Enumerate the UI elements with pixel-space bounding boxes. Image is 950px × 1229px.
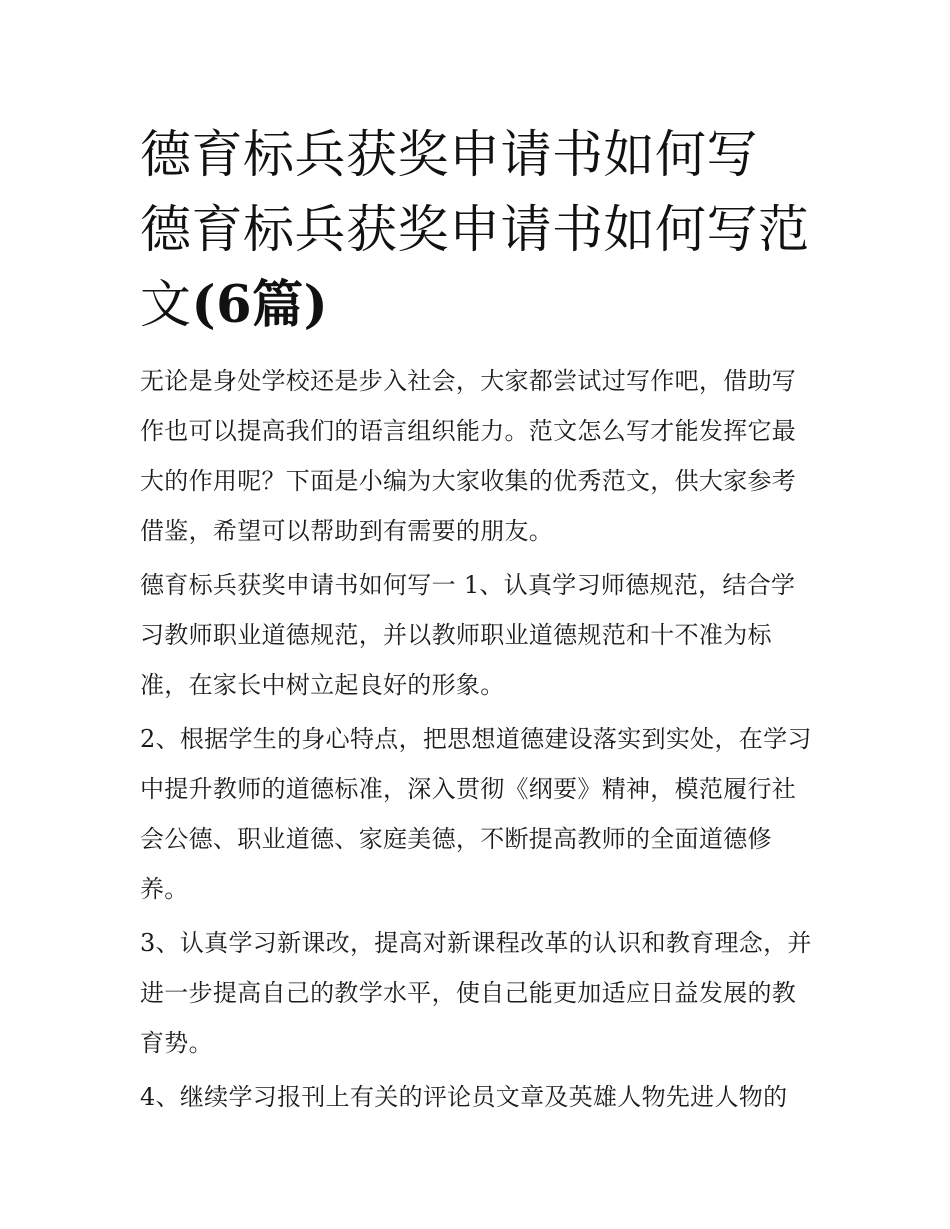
- intro-paragraph: 无论是身处学校还是步入社会，大家都尝试过写作吧，借助写作也可以提高我们的语言组织能力。范文怎么写才能发挥它最大的作用呢？下面是小编为大家收集的优秀范文，供大家参考借鉴，希望可以帮助到有需要的朋友。: [140, 367, 797, 545]
- body-paragraph: 4、继续学习报刊上有关的评论员文章及英雄人物先进人物的: [140, 1083, 788, 1111]
- document-body: [140, 356, 812, 1126]
- body-paragraph: 3、认真学习新课改，提高对新课程改革的认识和教育理念，并进一步提高自己的教学水平，使自己能更加适应日益发展的教育势。: [140, 929, 812, 1057]
- body-paragraph: 2、根据学生的身心特点，把思想道德建设落实到实处，在学习中提升教师的道德标准，深入贯彻《纲要》精神，模范履行社会公德、职业道德、家庭美德，不断提高教师的全面道德修养。: [140, 725, 812, 903]
- document-title: [140, 118, 810, 343]
- title-main: 德育标兵获奖申请书如何写 德育标兵获奖申请书如何写范文: [140, 126, 810, 335]
- title-count: (6篇): [191, 275, 329, 335]
- body-paragraph: 德育标兵获奖申请书如何写一 1、认真学习师德规范，结合学习教师职业道德规范，并以教师职业道德规范和十不准为标准，在家长中树立起良好的形象。: [140, 571, 796, 699]
